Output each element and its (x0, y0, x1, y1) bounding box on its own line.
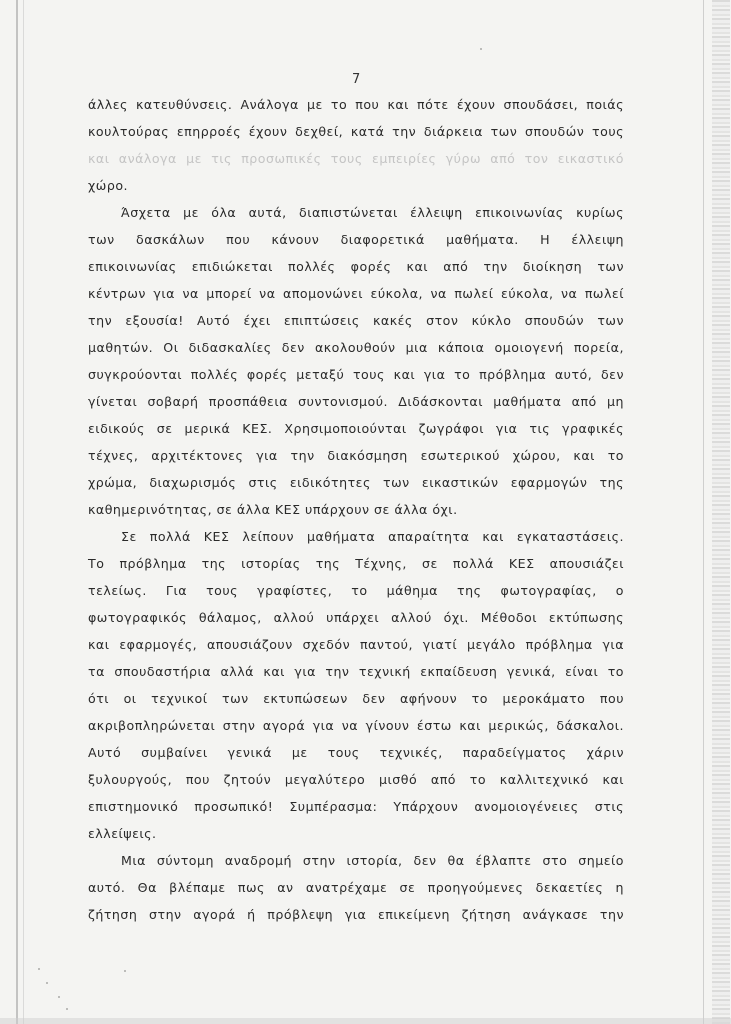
text-line: κουλτούρας επηρροές έχουν δεχθεί, κατά την διάρκεια των σπουδών τους (88, 124, 624, 139)
text-line: τελείως. Για τους γραφίστες, το μάθημα της φωτογραφίας, ο (88, 583, 624, 598)
text-line: χώρο. (88, 178, 129, 193)
scan-edge-bottom (0, 1018, 731, 1024)
text-line: ειδικούς σε μερικά ΚΕΣ. Χρησιμοποιούνται ζωγράφοι για τις γραφικές (88, 421, 624, 436)
text-line: την εξουσία! Αυτό έχει επιπτώσεις κακές στον κύκλο σπουδών των (88, 313, 624, 328)
scan-speck (66, 1008, 68, 1010)
text-line: επικοινωνίας επιδιώκεται πολλές φορές και από την διοίκηση των (88, 259, 624, 274)
scan-edge-left-inner (23, 0, 24, 1024)
scan-speck (46, 982, 48, 984)
text-line: κέντρων για να μπορεί να απομονώνει εύκολα, να πωλεί εύκολα, να πωλεί (88, 286, 624, 301)
scan-speck (38, 968, 40, 970)
text-line-faded: και ανάλογα με τις προσωπικές τους εμπειρίες γύρω από τον εικαστικό (88, 151, 624, 166)
scan-speck (480, 48, 482, 50)
scan-speck (58, 996, 60, 998)
text-line: και εφαρμογές, απουσιάζουν σχεδόν παντού, γιατί μεγάλο πρόβλημα για (88, 637, 624, 652)
text-line: φωτογραφικός θάλαμος, αλλού υπάρχει αλλού όχι. Μέθοδοι εκτύπωσης (88, 610, 624, 625)
text-line: τα σπουδαστήρια αλλά και για την τεχνική εκπαίδευση γενικά, είναι το (88, 664, 624, 679)
text-line: Το πρόβλημα της ιστορίας της Τέχνης, σε πολλά ΚΕΣ απουσιάζει (88, 556, 624, 571)
paragraph-start-line: Σε πολλά ΚΕΣ λείπουν μαθήματα απαραίτητα και εγκαταστάσεις. (121, 529, 624, 544)
text-line: ακριβοπληρώνεται στην αγορά για να γίνουν έστω και μερικώς, δάσκαλοι. (88, 718, 624, 733)
scan-edge-right-noise (712, 0, 730, 1024)
paragraph-start-line: Άσχετα με όλα αυτά, διαπιστώνεται έλλειψη επικοινωνίας κυρίως (121, 205, 624, 220)
text-line: μαθητών. Οι διδασκαλίες δεν ακολουθούν μια κάποια ομοιογενή πορεία, (88, 340, 624, 355)
text-line: τέχνες, αρχιτέκτονες για την διακόσμηση εσωτερικού χώρου, και το (88, 448, 624, 463)
text-line: γίνεται σοβαρή προσπάθεια συντονισμού. Διδάσκονται μαθήματα από μη (88, 394, 624, 409)
page-number: 7 (352, 72, 362, 87)
text-line: Αυτό συμβαίνει γενικά με τους τεχνικές, παραδείγματος χάριν (88, 745, 624, 760)
text-line: ελλείψεις. (88, 826, 157, 841)
text-line: ζήτηση στην αγορά ή πρόβλεψη για επικείμενη ζήτηση ανάγκασε την (88, 907, 624, 922)
text-line: άλλες κατευθύνσεις. Ανάλογα με το που και πότε έχουν σπουδάσει, ποιάς (88, 97, 624, 112)
scan-speck (420, 598, 422, 600)
text-line: ότι οι τεχνικοί των εκτυπώσεων δεν αφήνουν το μεροκάματο που (88, 691, 624, 706)
paragraph-start-line: Μια σύντομη αναδρομή στην ιστορία, δεν θα έβλαπτε στο σημείο (121, 853, 624, 868)
text-line: επιστημονικό προσωπικό! Συμπέρασμα: Υπάρχουν ανομοιογένειες στις (88, 799, 624, 814)
text-line: χρώμα, διαχωρισμός στις ειδικότητες των εικαστικών εφαρμογών της (88, 475, 624, 490)
text-line: ξυλουργούς, που ζητούν μεγαλύτερο μισθό από το καλλιτεχνικό και (88, 772, 624, 787)
text-line: συγκρούονται πολλές φορές μεταξύ τους και για το πρόβλημα αυτό, δεν (88, 367, 624, 382)
scan-edge-right-line (703, 0, 704, 1024)
text-line: των δασκάλων που κάνουν διαφορετικά μαθήματα. Η έλλειψη (88, 232, 624, 247)
text-line: καθημερινότητας, σε άλλα ΚΕΣ υπάρχουν σε άλλα όχι. (88, 502, 458, 517)
scan-edge-left (16, 0, 18, 1024)
text-line: αυτό. Θα βλέπαμε πως αν ανατρέχαμε σε προηγούμενες δεκαετίες η (88, 880, 624, 895)
scan-speck (124, 970, 126, 972)
